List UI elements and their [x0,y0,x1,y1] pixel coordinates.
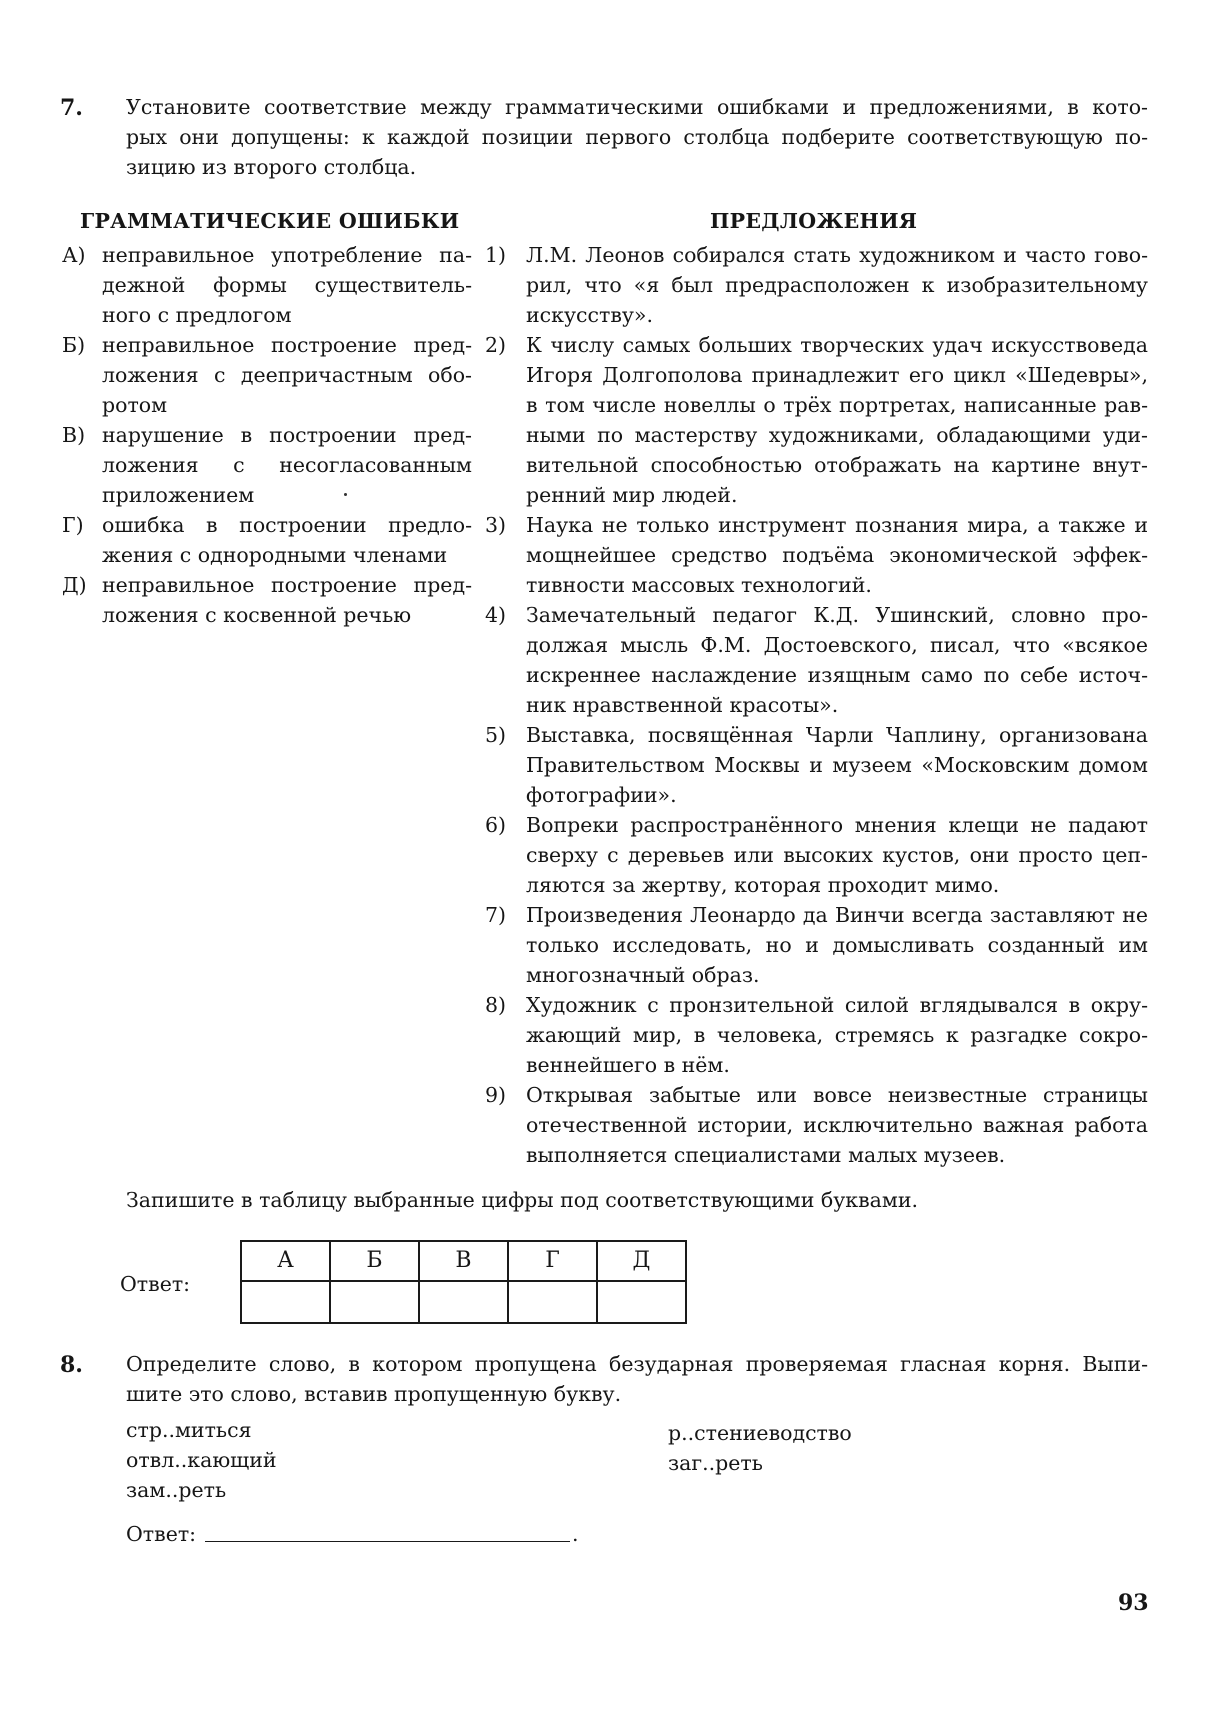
error-line: нарушение в построении пред- [102,423,472,447]
error-line: ного с предлогом [102,303,292,327]
word-option: стр..миться [126,1418,252,1442]
task7-number: 7. [60,95,83,121]
sentence-line: многозначный образ. [526,963,760,987]
task8-number: 8. [60,1352,83,1378]
error-line: ошибка в построении предло- [102,513,472,537]
error-item-v [62,420,472,510]
task7-text-line: зицию из второго столбца. [126,155,417,179]
error-line: ложения с косвенной речью [102,603,412,627]
sentence-label: 4) [484,603,506,627]
sentence-line: искусству». [526,303,653,327]
task7-answer-label: Ответ: [120,1272,191,1296]
task7-instruction: Запишите в таблицу выбранные цифры под соответствующими буквами. [126,1188,919,1212]
word-option: р..стениеводство [668,1421,852,1445]
sentence-label: 5) [484,723,506,747]
task8-words-right [668,1418,852,1478]
sentence-line: сверху с деревьев или высоких кустов, они просто цеп- [526,843,1148,867]
error-label: А) [62,243,86,267]
sentence-line: Вопреки распространённого мнения клещи не падают [526,813,1148,837]
error-line: неправильное построение пред- [102,573,472,597]
answer-cell-v[interactable] [419,1281,508,1323]
error-label: Д) [62,573,87,597]
answer-cell-g[interactable] [508,1281,597,1323]
answer-cell-a[interactable] [241,1281,330,1323]
sentence-item-5 [480,720,1148,810]
sentence-line: ляются за жертву, которая проходит мимо. [526,873,1000,897]
sentence-line: Замечательный педагог К.Д. Ушинский, словно про- [526,603,1148,627]
error-label: В) [62,423,86,447]
sentence-label: 8) [484,993,506,1017]
sentence-line: рил, что «я был предрасположен к изобразительному [526,273,1148,297]
sentence-line: отечественной истории, исключительно важная работа [526,1113,1148,1137]
sentence-line: мощнейшее средство подъёма экономической эффек- [526,543,1148,567]
answer-cell-b[interactable] [330,1281,419,1323]
sentence-line: только исследовать, но и домысливать созданный им [526,933,1148,957]
error-line: неправильное употребление па- [102,243,472,267]
task8-answer-line[interactable] [205,1540,570,1542]
sentence-label: 7) [484,903,506,927]
sentence-item-3 [480,510,1148,600]
error-item-g [62,510,472,570]
error-item-b [62,330,472,420]
answer-header-a: А [241,1241,330,1281]
answer-header-d: Д [597,1241,686,1281]
sentence-item-1 [480,240,1148,330]
sentence-label: 9) [484,1083,506,1107]
sentence-item-8 [480,990,1148,1080]
answer-table-input-row [241,1281,686,1323]
sentence-item-2 [480,330,1148,510]
sentence-line: фотографии». [526,783,677,807]
sentence-line: Художник с пронзительной силой вглядывался в окру- [526,993,1148,1017]
task7-text-line: рых они допущены: к каждой позиции первого столбца подберите соответствующую по- [126,125,1148,149]
error-line: ложения с несогласованным [102,453,472,477]
sentence-line: ренний мир людей. [526,483,738,507]
error-line: ложения с деепричастным обо- [102,363,472,387]
task7-text [126,92,1148,182]
page-number: 93 [1118,1590,1149,1616]
task8-text-line: Определите слово, в котором пропущена безударная проверяемая гласная корня. Выпи- [126,1352,1148,1376]
word-option: отвл..кающий [126,1448,277,1472]
sentence-line: Игоря Долгополова принадлежит его цикл «Шедевры», [526,363,1148,387]
sentences-list [480,240,1148,1170]
sentence-line: веннейшего в нём. [526,1053,730,1077]
answer-header-v: В [419,1241,508,1281]
sentence-label: 3) [484,513,506,537]
error-item-a [62,240,472,330]
task7-text-line: Установите соответствие между грамматическими ошибками и предложениями, в кото- [126,95,1148,119]
sentence-line: ными по мастерству художниками, обладающими уди- [526,423,1148,447]
sentence-line: Произведения Леонардо да Винчи всегда заставляют не [526,903,1148,927]
sentence-line: жающий мир, в человека, стремясь к разгадке сокро- [526,1023,1148,1047]
answer-header-b: Б [330,1241,419,1281]
error-line: жения с однородными членами [102,543,448,567]
answer-table [240,1240,687,1324]
print-speck [344,493,347,496]
error-item-d [62,570,472,630]
task8-answer-label: Ответ: [126,1522,197,1546]
sentence-line: Наука не только инструмент познания мира, а также и [526,513,1148,537]
sentence-label: 2) [484,333,506,357]
answer-table-header-row [241,1241,686,1281]
task8-answer-period: . [572,1522,579,1546]
error-line: ротом [102,393,168,417]
sentence-item-9 [480,1080,1148,1170]
word-option: заг..реть [668,1451,763,1475]
sentence-line: вительной способностью отображать на картине внут- [526,453,1148,477]
error-line: дежной формы существитель- [102,273,472,297]
error-label: Б) [62,333,86,357]
sentence-item-6 [480,810,1148,900]
answer-cell-d[interactable] [597,1281,686,1323]
sentence-label: 6) [484,813,506,837]
sentence-line: тивности массовых технологий. [526,573,872,597]
errors-column-header: ГРАММАТИЧЕСКИЕ ОШИБКИ [80,209,460,233]
sentences-column-header: ПРЕДЛОЖЕНИЯ [710,209,918,233]
sentence-line: Правительством Москвы и музеем «Московским домом [526,753,1148,777]
task8-words-left [126,1415,277,1505]
sentence-line: в том числе новеллы о трёх портретах, написанные рав- [526,393,1148,417]
sentence-line: выполняется специалистами малых музеев. [526,1143,1006,1167]
errors-list [62,240,472,630]
task8-text [126,1349,1148,1409]
sentence-line: искреннее наслаждение изящным само по себе источ- [526,663,1148,687]
sentence-item-7 [480,900,1148,990]
sentence-line: Выставка, посвящённая Чарли Чаплину, организована [526,723,1148,747]
task8-text-line: шите это слово, вставив пропущенную букву. [126,1382,622,1406]
error-label: Г) [62,513,84,537]
sentence-line: Л.М. Леонов собирался стать художником и часто гово- [526,243,1148,267]
sentence-label: 1) [484,243,506,267]
sentence-line: ник нравственной красоты». [526,693,839,717]
error-line: приложением [102,483,255,507]
answer-header-g: Г [508,1241,597,1281]
sentence-line: К числу самых больших творческих удач искусствоведа [526,333,1148,357]
sentence-line: должая мысль Ф.М. Достоевского, писал, что «всякое [526,633,1148,657]
word-option: зам..реть [126,1478,227,1502]
sentence-line: Открывая забытые или вовсе неизвестные страницы [526,1083,1148,1107]
sentence-item-4 [480,600,1148,720]
error-line: неправильное построение пред- [102,333,472,357]
